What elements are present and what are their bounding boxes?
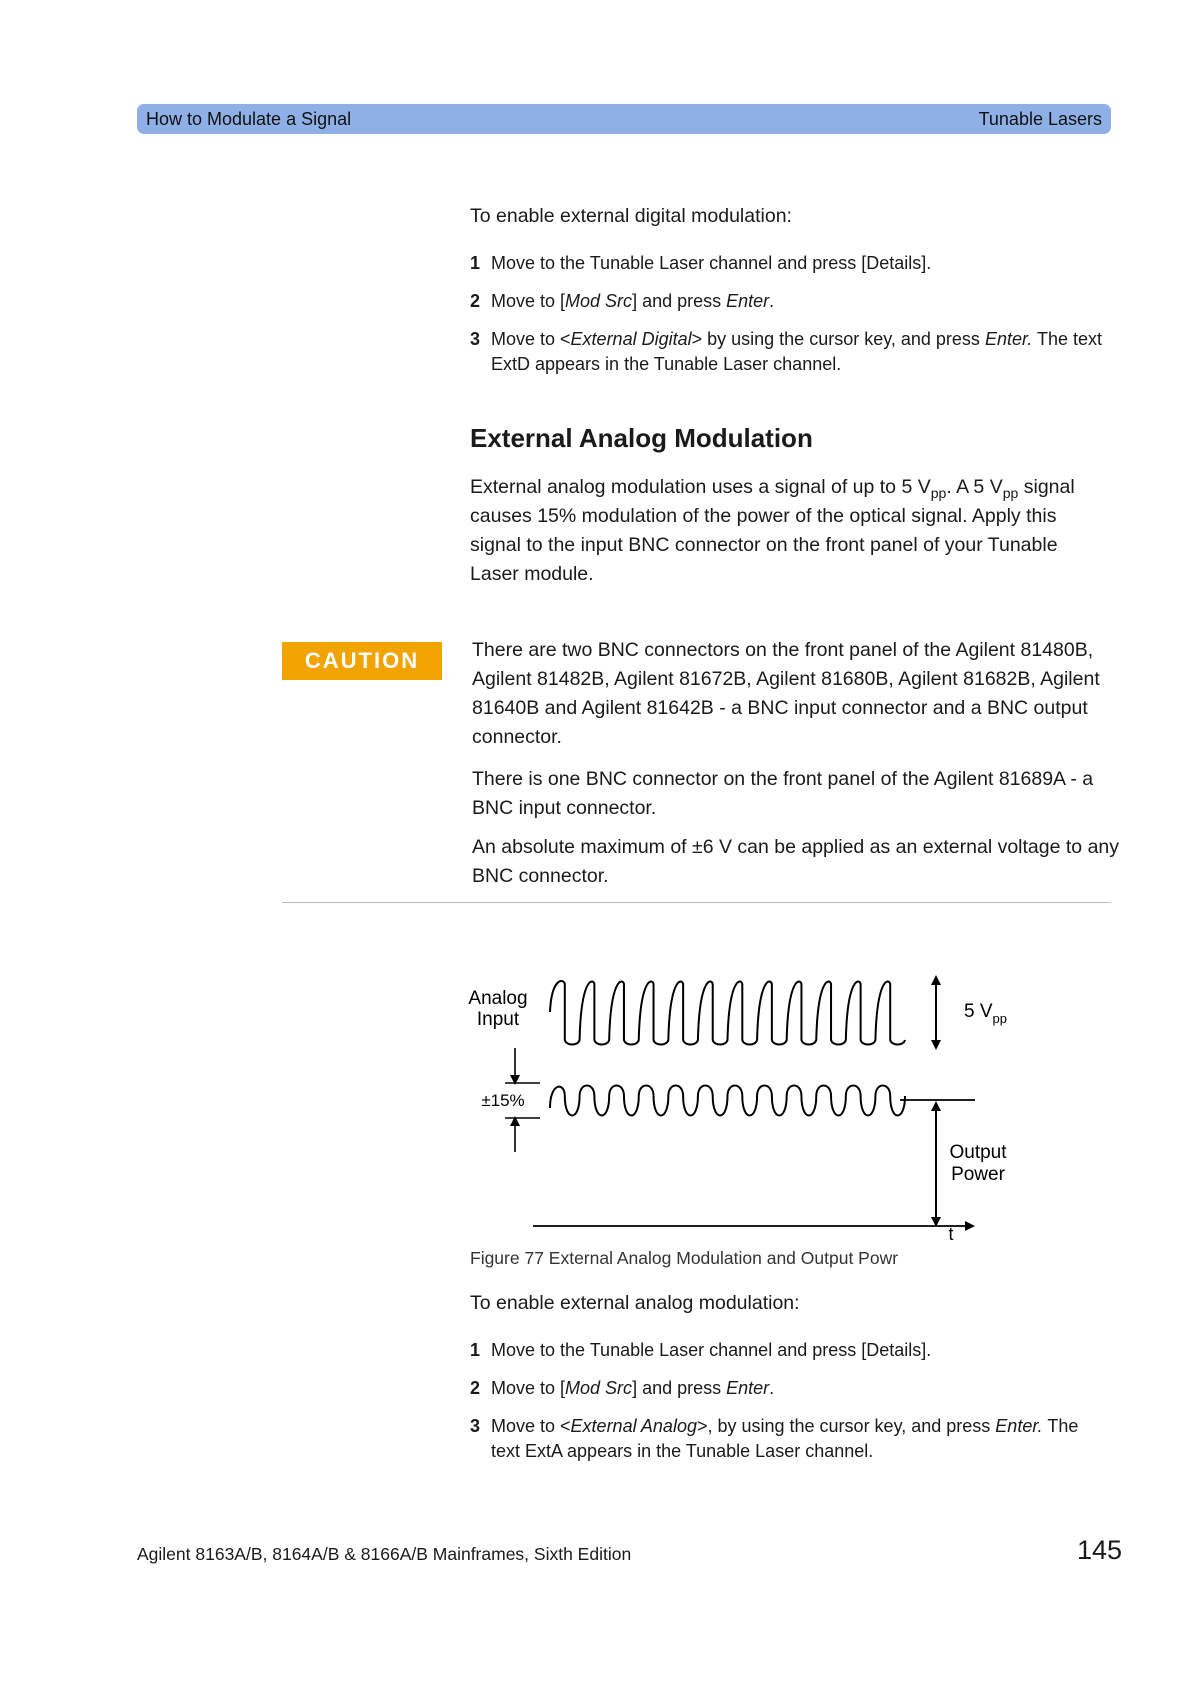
caution-paragraph-2: There is one BNC connector on the front panel of the Agilent 81689A - a BNC input connector.: [472, 768, 1094, 819]
percent-label: ±15%: [481, 1091, 525, 1110]
section-heading: External Analog Modulation: [470, 423, 813, 453]
analog-step-3: 3 Move to <External Analog>, by using the cursor key, and press Enter. The text ExtA appears in the Tunable Laser channel.: [470, 1416, 1079, 1461]
analog-label-2: Input: [476, 1009, 520, 1030]
header-section-title: How to Modulate a Signal: [146, 109, 352, 129]
analog-input-waveform: [550, 981, 905, 1045]
analog-step-1: 1 Move to the Tunable Laser channel and press [Details].: [470, 1340, 932, 1360]
time-label: t: [948, 1224, 954, 1244]
caution-label: CAUTION: [282, 642, 442, 680]
analog-step-2: 2 Move to [Mod Src] and press Enter.: [470, 1378, 775, 1398]
output-label-2: Power: [951, 1164, 1005, 1185]
amplitude-label: 5 $V_{pp}$: [964, 1001, 1007, 1026]
analog-intro: To enable external analog modulation:: [470, 1292, 800, 1314]
page-number: 145: [1077, 1535, 1123, 1565]
output-power-waveform: [550, 1086, 905, 1116]
digital-step-3: 3 Move to <External Digital> by using the cursor key, and press Enter. The text ExtD appears in the Tunable Laser channel.: [470, 329, 1103, 374]
footer-title: Agilent 8163A/B, 8164A/B & 8166A/B Mainframes, Sixth Edition: [137, 1544, 632, 1564]
analog-label-1: Analog: [468, 988, 528, 1009]
analog-description: External analog modulation uses a signal of up to 5 $V_{pp}$. A 5 $V_{pp}$ signal causes 15% modulation of the power of the optical signal. Apply this signal to the input BNC connector on the front panel of your Tunable Laser module.: [470, 476, 1075, 585]
digital-step-2: 2 Move to [Mod Src] and press Enter.: [470, 291, 775, 311]
figure-caption: Figure 77 External Analog Modulation and Output Powr: [470, 1248, 899, 1268]
header-chapter-title: Tunable Lasers: [978, 109, 1102, 129]
output-label-1: Output: [949, 1142, 1007, 1163]
digital-intro: To enable external digital modulation:: [470, 205, 792, 227]
caution-paragraph-3: An absolute maximum of ±6 V can be applied as an external voltage to any BNC connector.: [472, 836, 1120, 887]
digital-step-1: 1 Move to the Tunable Laser channel and press [Details].: [470, 253, 932, 273]
caution-paragraph-1: There are two BNC connectors on the front panel of the Agilent 81480B, Agilent 81482B, Agilent 81672B, Agilent 81680B, Agilent 81682B, Agilent 81640B and Agilent 81642B - a BNC input connector and a BNC output connector.: [472, 639, 1100, 748]
